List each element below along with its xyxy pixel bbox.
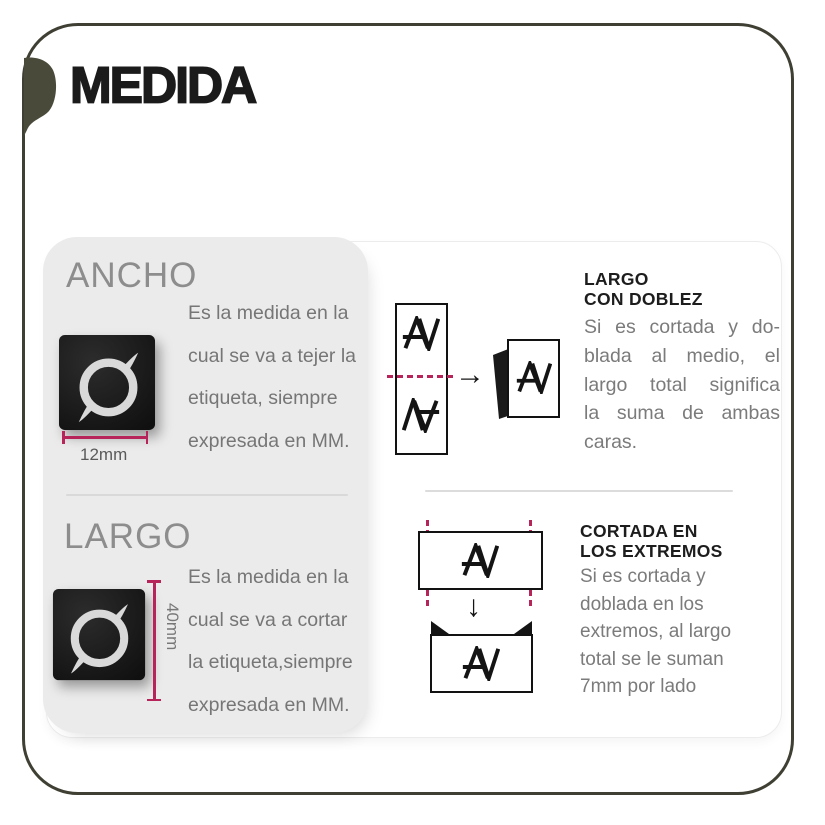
cortada-heading-line2: LOS EXTREMOS (580, 541, 723, 561)
brand-monogram-icon (461, 543, 499, 578)
doblez-heading-line1: LARGO (584, 269, 649, 289)
width-dimension: 12mm (80, 445, 128, 464)
doblez-description: Si es cortada y do- blada al medio, el largo total significa la suma de ambas caras. (584, 316, 780, 454)
arrow-right-icon: → (455, 358, 485, 391)
end-fold-flap-right (514, 621, 532, 634)
woven-label-photo-largo (52, 588, 147, 683)
right-section-divider (425, 490, 733, 492)
left-panel-divider (66, 494, 348, 496)
brand-monogram-icon (462, 646, 500, 681)
fold-line (387, 375, 455, 378)
width-measure (62, 431, 148, 444)
ancho-heading: ANCHO (66, 256, 198, 295)
end-fold-flap-left (431, 621, 449, 634)
length-measure (147, 580, 161, 701)
corner-tab-icon (24, 56, 62, 136)
cortada-description: Si es cortada y doblada en los extremos, al largo total se le suman 7mm por lado (580, 566, 732, 697)
largo-description: Es la medida en la cual se va a cortar la etiqueta,siempre expresada en MM. (188, 566, 353, 716)
woven-label-photo-ancho (58, 334, 157, 433)
brand-monogram-icon (402, 316, 440, 351)
largo-heading: LARGO (64, 517, 192, 556)
arrow-down-icon: ↓ (466, 590, 481, 623)
brand-monogram-icon (516, 361, 552, 394)
page-title: MEDIDA (70, 56, 256, 114)
cortada-heading-line1: CORTADA EN (580, 521, 698, 541)
brand-monogram-icon-flipped (402, 398, 440, 433)
length-dimension: 40mm (163, 603, 182, 651)
doblez-heading-line2: CON DOBLEZ (584, 289, 703, 309)
ancho-description: Es la medida en la cual se va a tejer la etiqueta, siempre expresada en MM. (188, 302, 357, 452)
